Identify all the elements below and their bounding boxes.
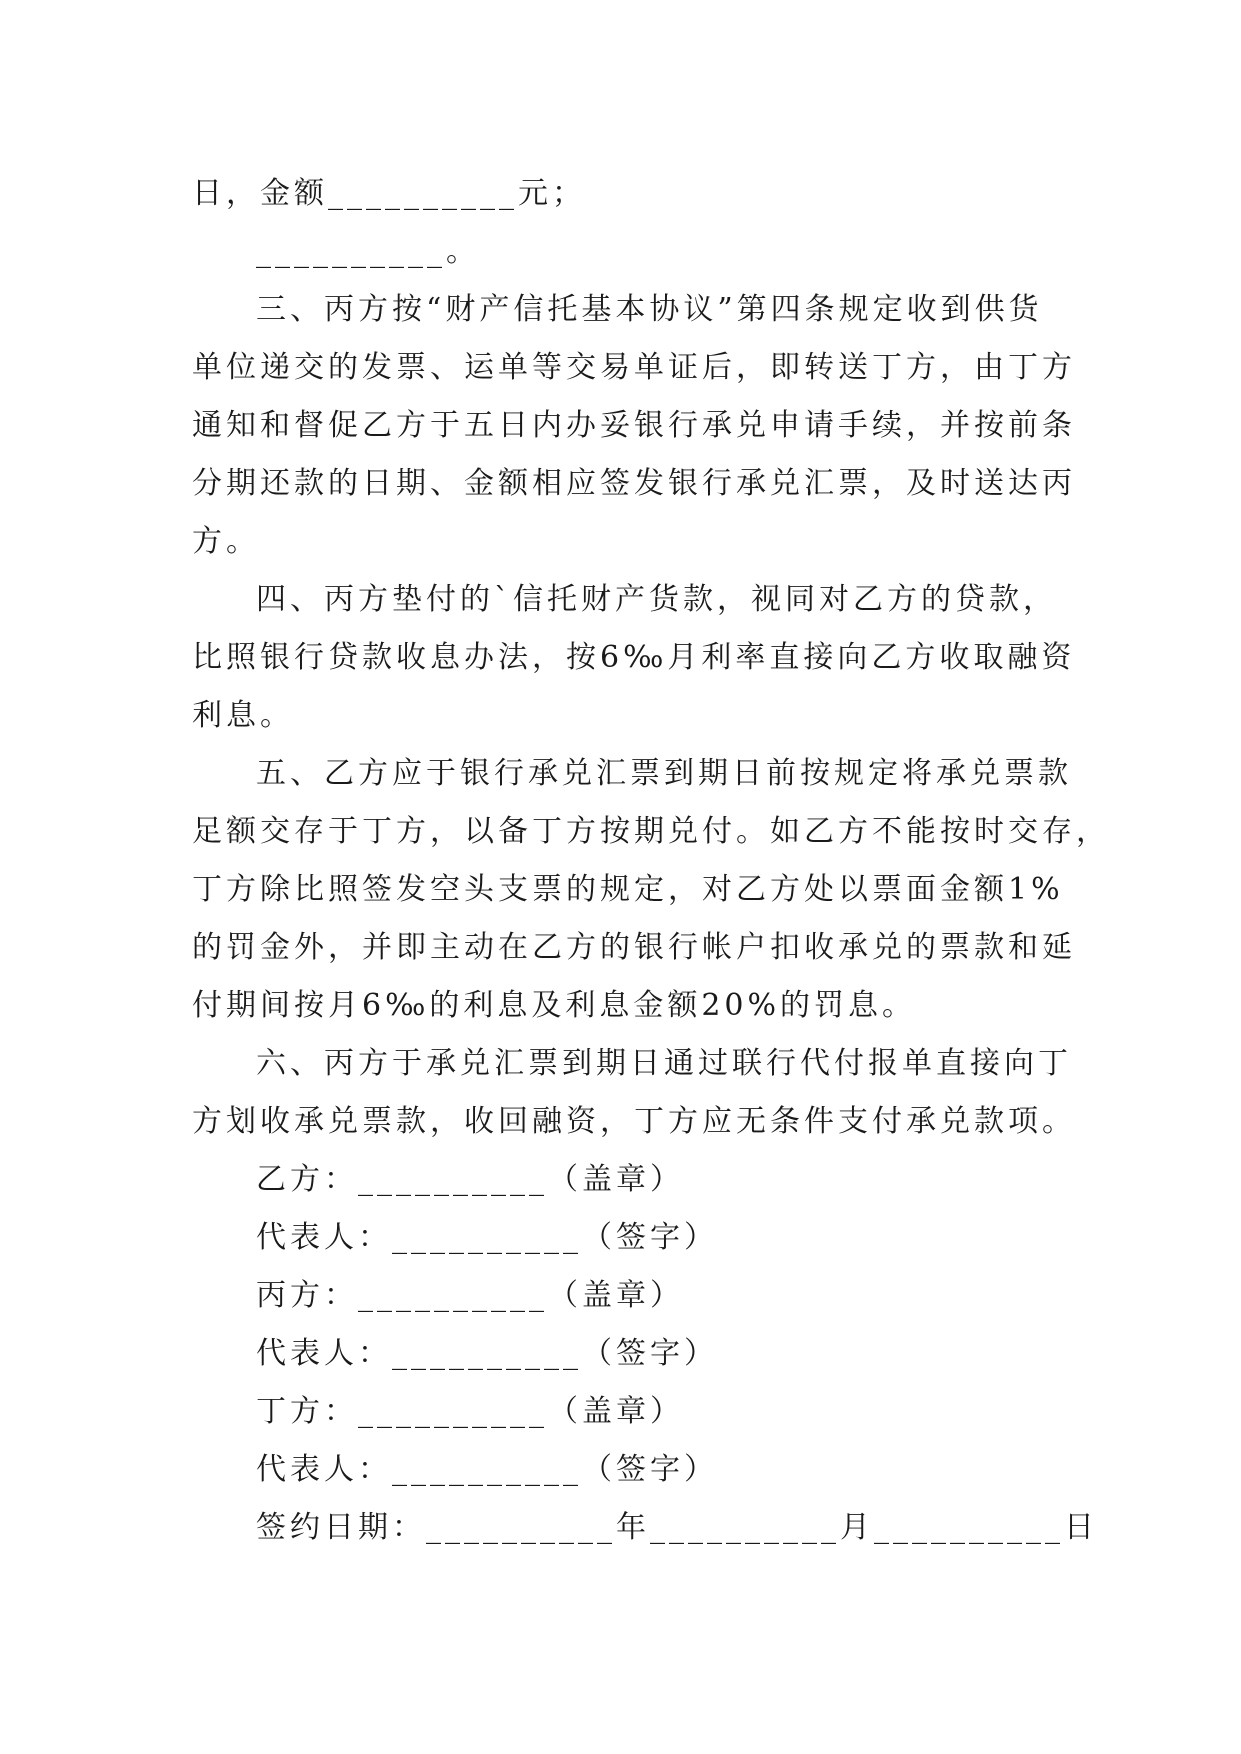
- paragraph-line: 日，金额__________元；: [192, 176, 586, 211]
- paragraph-line: 利息。: [192, 698, 294, 733]
- clause-four-line: 四、丙方垫付的`信托财产货款，视同对乙方的贷款，: [256, 582, 1057, 617]
- clause-three-line: 三、丙方按“财产信托基本协议”第四条规定收到供货: [256, 292, 1043, 327]
- paragraph-line: 的罚金外，并即主动在乙方的银行帐户扣收承兑的票款和延: [192, 930, 1076, 965]
- clause-six-line: 六、丙方于承兑汇票到期日通过联行代付报单直接向丁: [256, 1046, 1072, 1081]
- party-c-signature-line: 丙方：__________（盖章）: [256, 1278, 684, 1313]
- paragraph-line: 单位递交的发票、运单等交易单证后，即转送丁方，由丁方: [192, 350, 1076, 385]
- paragraph-line: __________。: [256, 234, 480, 269]
- paragraph-line: 丁方除比照签发空头支票的规定，对乙方处以票面金额1%: [192, 872, 1064, 907]
- clause-five-line: 五、乙方应于银行承兑汇票到期日前按规定将承兑票款: [256, 756, 1072, 791]
- party-b-representative-line: 代表人：__________（签字）: [256, 1220, 718, 1255]
- paragraph-line: 付期间按月6‰的利息及利息金额20%的罚息。: [192, 988, 917, 1023]
- paragraph-line: 通知和督促乙方于五日内办妥银行承兑申请手续，并按前条: [192, 408, 1076, 443]
- party-d-signature-line: 丁方：__________（盖章）: [256, 1394, 684, 1429]
- party-d-representative-line: 代表人：__________（签字）: [256, 1452, 718, 1487]
- paragraph-line: 分期还款的日期、金额相应签发银行承兑汇票，及时送达丙: [192, 466, 1076, 501]
- paragraph-line: 方划收承兑票款，收回融资，丁方应无条件支付承兑款项。: [192, 1104, 1076, 1139]
- paragraph-line: 比照银行贷款收息办法，按6‰月利率直接向乙方收取融资: [192, 640, 1076, 675]
- signing-date-line: 签约日期：__________年__________月__________日: [256, 1510, 1098, 1545]
- paragraph-line: 方。: [192, 524, 260, 559]
- paragraph-line: 足额交存于丁方，以备丁方按期兑付。如乙方不能按时交存，: [192, 814, 1110, 849]
- party-b-signature-line: 乙方：__________（盖章）: [256, 1162, 684, 1197]
- party-c-representative-line: 代表人：__________（签字）: [256, 1336, 718, 1371]
